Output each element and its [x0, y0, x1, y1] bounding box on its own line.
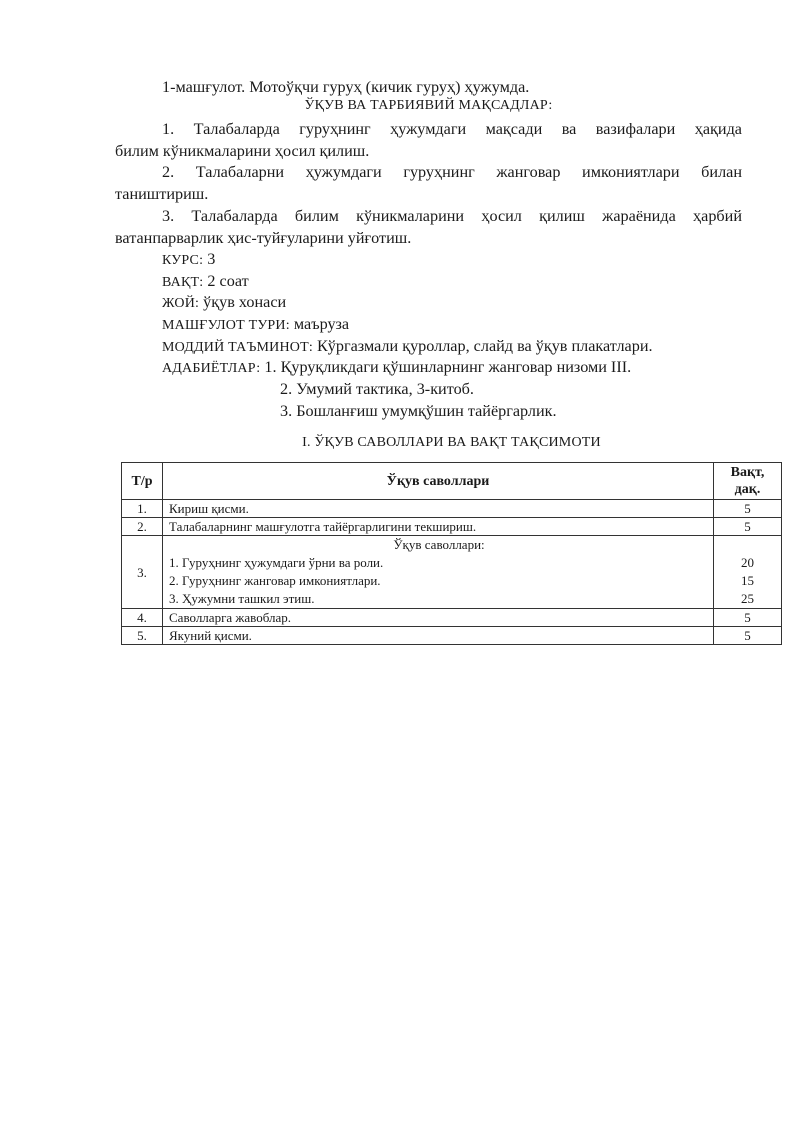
type-line: [162, 314, 349, 336]
row-number: 1.: [122, 500, 163, 518]
row-topic: Якуний қисми.: [163, 627, 714, 645]
row-topic-group: [163, 536, 714, 609]
row-time: 5: [714, 609, 782, 627]
table-row: [122, 500, 782, 518]
sub-time-3: 25: [741, 591, 754, 606]
course-label: КУРС:: [162, 253, 204, 268]
place-label: ЖОЙ:: [162, 296, 200, 311]
sub-time-1: 20: [741, 555, 754, 570]
row-topic: Талабаларнинг машғулотга тайёргарлигини текшириш.: [163, 518, 714, 536]
type-value: маъруза: [289, 315, 350, 333]
schedule-table: [121, 462, 782, 645]
supply-value: Кўргазмали қуроллар, слайд ва ўқув плакатлари.: [312, 337, 653, 355]
sub-time-2: 15: [741, 573, 754, 588]
sub-topic-3: 3. Ҳужумни ташкил этиш.: [169, 591, 315, 606]
sub-topic-1: 1. Гуруҳнинг ҳужумдаги ўрни ва роли.: [169, 555, 384, 570]
type-label: МАШҒУЛОТ ТУРИ:: [162, 318, 290, 333]
goal-3-line-2: ватанпарварлик ҳис-туйғуларини уйғотиш.: [115, 229, 412, 247]
time-value: 2 соат: [203, 272, 249, 290]
literature-item-2: 2. Умумий тактика, 3-китоб.: [280, 380, 474, 398]
header-time-line-1: Вақт,: [730, 465, 765, 480]
header-time: [714, 463, 782, 500]
row-subheading: Ўқув саволлари:: [393, 537, 485, 552]
table-title: I. ЎҚУВ САВОЛЛАРИ ВА ВАҚТ ТАҚСИМОТИ: [302, 435, 601, 450]
goal-3-line-1: 3. Талабаларда билим кўникмаларини ҳосил қилиш жараёнида ҳарбий: [162, 207, 742, 225]
table-row: [122, 609, 782, 627]
goal-1-line-1: 1. Талабаларда гуруҳнинг ҳужумдаги мақсади ва вазифалари ҳақида: [162, 120, 742, 138]
row-time-group: [714, 536, 782, 609]
supply-label: МОДДИЙ ТАЪМИНОТ:: [162, 340, 313, 355]
supply-line: [162, 336, 653, 358]
row-topic: Саволларга жавоблар.: [163, 609, 714, 627]
header-topic: Ўқув саволлари: [163, 463, 714, 500]
table-row: [122, 518, 782, 536]
header-time-line-2: дақ.: [734, 482, 761, 497]
time-label: ВАҚТ:: [162, 275, 204, 290]
time-line: [162, 271, 249, 293]
goal-1-line-2: билим кўникмаларини ҳосил қилиш.: [115, 142, 370, 160]
table-row: [122, 627, 782, 645]
goal-2-line-1: 2. Талабаларни ҳужумдаги гуруҳнинг жанговар имкониятлари билан: [162, 163, 742, 181]
place-line: [162, 292, 286, 314]
course-line: [162, 249, 215, 271]
row-topic: Кириш қисми.: [163, 500, 714, 518]
row-time: 5: [714, 518, 782, 536]
row-time: 5: [714, 627, 782, 645]
sub-topic-2: 2. Гуруҳнинг жанговар имкониятлари.: [169, 573, 381, 588]
row-time: 5: [714, 500, 782, 518]
row-number: 3.: [122, 536, 163, 609]
table-row: [122, 536, 782, 609]
literature-item-3: 3. Бошланғиш умумқўшин тайёргарлик.: [280, 402, 557, 420]
row-number: 5.: [122, 627, 163, 645]
row-number: 2.: [122, 518, 163, 536]
literature-label: АДАБИЁТЛАР:: [162, 361, 261, 376]
literature-line: [162, 357, 631, 379]
place-value: ўқув хонаси: [199, 293, 287, 311]
course-value: 3: [203, 250, 216, 268]
goals-heading: ЎҚУВ ВА ТАРБИЯВИЙ МАҚСАДЛАР:: [304, 98, 553, 113]
goal-2-line-2: таништириш.: [115, 185, 209, 203]
literature-item-1: 1. Қуруқликдаги қўшинларнинг жанговар низоми III.: [260, 358, 632, 376]
lesson-title: 1-машғулот. Мотоўқчи гуруҳ (кичик гуруҳ) ҳужумда.: [162, 78, 530, 96]
header-number: Т/р: [122, 463, 163, 500]
table-header-row: [122, 463, 782, 500]
row-number: 4.: [122, 609, 163, 627]
